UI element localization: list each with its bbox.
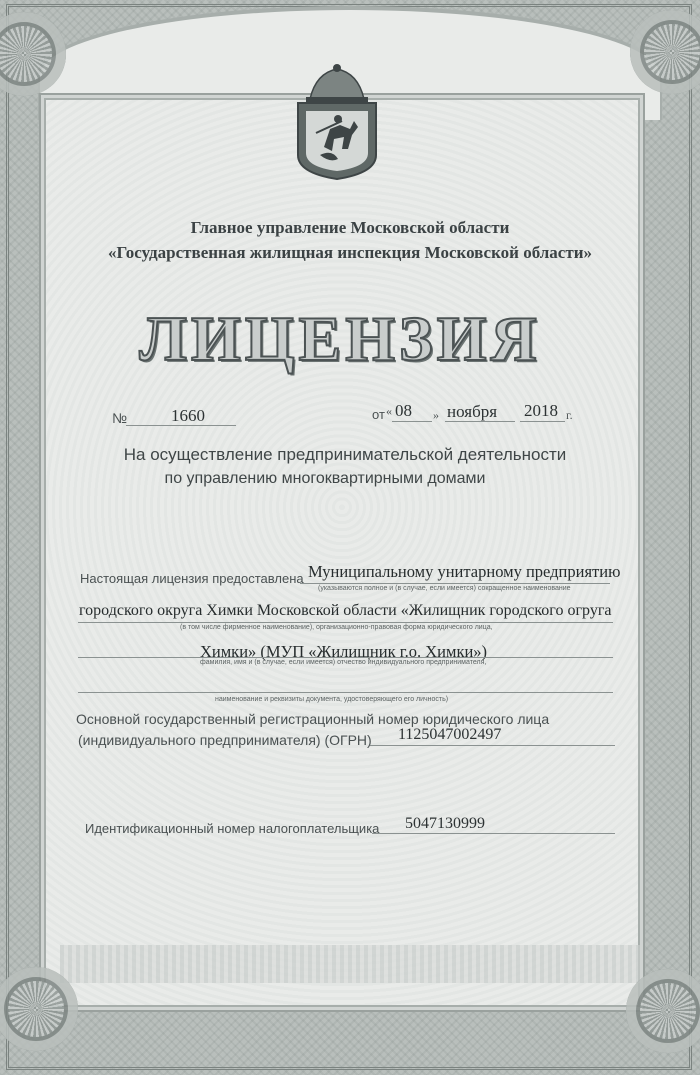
month-underline xyxy=(445,421,515,422)
inn-value: 5047130999 xyxy=(405,815,485,832)
caption-3: фамилия, имя и (в случае, если имеется) отчество индивидуального предпринимателя, xyxy=(200,659,487,666)
date-quote-open: « xyxy=(386,404,392,418)
document-title: ЛИЦЕНЗИЯ xyxy=(139,303,541,374)
coat-of-arms-icon xyxy=(292,63,382,181)
authority-line-2: «Государственная жилищная инспекция Московской области» xyxy=(107,243,592,262)
licensee-underline-2 xyxy=(78,622,613,623)
rosette-icon xyxy=(626,969,700,1053)
ornament-band xyxy=(60,945,640,983)
authority-line-1: Главное управление Московской области xyxy=(190,218,510,237)
date-from-label: от xyxy=(372,407,385,422)
activity-line-2: по управлению многоквартирными домами xyxy=(164,470,486,487)
number-label: № xyxy=(112,410,128,426)
year-underline xyxy=(520,421,565,422)
caption-2: (в том числе фирменное наименование), организационно-правовая форма юридического лица, xyxy=(180,624,493,631)
date-year: 2018 xyxy=(524,401,558,420)
date-day: 08 xyxy=(395,401,412,420)
license-number: 1660 xyxy=(171,406,205,425)
identity-underline xyxy=(78,692,613,693)
licensee-line-1: Муниципальному унитарному предприятию xyxy=(308,562,621,581)
caption-1: (указываются полное и (в случае, если имеется) сокращенное наименование xyxy=(318,585,571,592)
licensee-line-3: Химки» (МУП «Жилищник г.о. Химки») xyxy=(200,642,488,661)
ogrn-label-2: (индивидуального предпринимателя) (ОГРН) xyxy=(78,732,372,748)
inn-label: Идентификационный номер налогоплательщика xyxy=(85,821,380,836)
activity-line-1: На осуществление предпринимательской деятельности xyxy=(123,445,567,464)
licensee-underline-3 xyxy=(78,657,613,658)
caption-4: наименование и реквизиты документа, удостоверяющего его личность) xyxy=(215,696,449,703)
licensee-underline-1 xyxy=(300,583,610,584)
day-underline xyxy=(392,421,432,422)
date-quote-close: » xyxy=(433,408,439,422)
date-month: ноября xyxy=(447,402,498,421)
granted-label: Настоящая лицензия предоставлена xyxy=(80,571,304,586)
inn-underline xyxy=(372,833,615,834)
ogrn-label-1: Основной государственный регистрационный номер юридического лица xyxy=(76,711,550,727)
ogrn-underline xyxy=(370,745,615,746)
ogrn-value: 1125047002497 xyxy=(398,726,502,743)
licensee-line-2: городского округа Химки Московской области «Жилищник городского огруга xyxy=(79,602,612,619)
year-suffix: г. xyxy=(566,408,573,422)
